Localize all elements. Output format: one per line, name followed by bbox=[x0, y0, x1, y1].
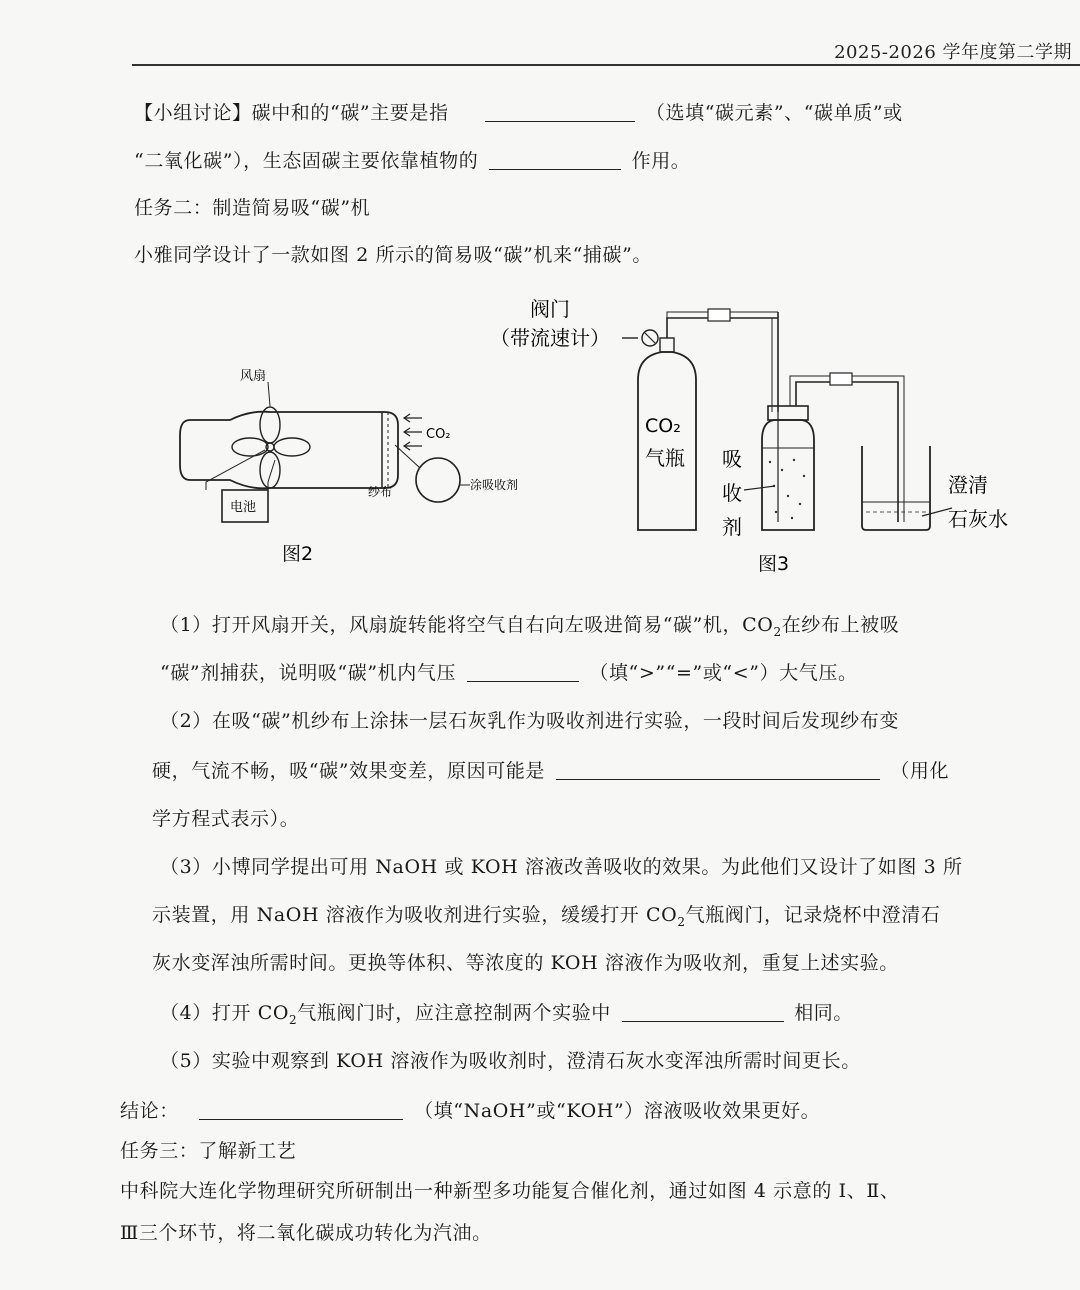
battery-label: 电池 bbox=[230, 500, 257, 515]
header-rule bbox=[132, 64, 1080, 66]
airflow-arrows bbox=[404, 414, 422, 450]
pipe-2 bbox=[796, 382, 898, 522]
beaker bbox=[862, 446, 930, 530]
co2-label: CO₂ bbox=[426, 427, 451, 442]
q3-line-1: （3）小博同学提出可用 NaOH 或 KOH 溶液改善吸收的效果。为此他们又设计了如图 3 所 bbox=[160, 856, 963, 878]
discussion-line-2 bbox=[134, 146, 690, 173]
q1-text-2a: “碳”剂捕获，说明吸“碳”机内气压 bbox=[160, 662, 457, 684]
q2-line-2 bbox=[152, 756, 949, 783]
q1-text-1: （1）打开风扇开关，风扇旋转能将空气自右向左吸进简易“碳”机，CO bbox=[160, 614, 774, 636]
q4-line bbox=[160, 998, 853, 1027]
answer-blank-equation[interactable] bbox=[556, 760, 880, 780]
fan-label: 风扇 bbox=[240, 369, 267, 384]
absorber-bubbles bbox=[769, 459, 805, 519]
absorber-bottle bbox=[762, 420, 814, 530]
answer-blank-fixation[interactable] bbox=[489, 150, 621, 170]
q3-text-2a: 示装置，用 NaOH 溶液作为吸收剂进行实验，缓缓打开 CO bbox=[152, 904, 678, 926]
conclusion-label: 结论： bbox=[120, 1100, 179, 1122]
gas-cylinder bbox=[638, 352, 696, 530]
discussion-line-1 bbox=[134, 98, 903, 125]
fan-label-pointer bbox=[268, 382, 270, 406]
limewater-label-2: 石灰水 bbox=[948, 507, 1008, 531]
page-header: 2025-2026 学年度第二学期 bbox=[834, 42, 1072, 63]
valve-icon-mark bbox=[645, 333, 655, 343]
q3-text-2b: 气瓶阀门，记录烧杯中澄清石 bbox=[685, 904, 941, 926]
answer-blank-pressure[interactable] bbox=[467, 662, 579, 682]
discussion-text-2a: “二氧化碳”），生态固碳主要依靠植物的 bbox=[134, 150, 479, 172]
absorbent-label-2: 收 bbox=[722, 481, 742, 505]
task2-intro: 小雅同学设计了一款如图 2 所示的简易吸“碳”机来“捕碳”。 bbox=[134, 244, 653, 266]
answer-blank-carbon[interactable] bbox=[485, 102, 635, 122]
q4-text-a: （4）打开 CO bbox=[160, 1002, 290, 1024]
conclusion-tail: （填“NaOH”或“KOH”）溶液吸收效果更好。 bbox=[414, 1100, 821, 1122]
conclusion-line bbox=[120, 1096, 820, 1123]
absorbent-label-1: 吸 bbox=[722, 447, 742, 471]
task2-title: 任务二：制造简易吸“碳”机 bbox=[134, 197, 371, 219]
q5-line: （5）实验中观察到 KOH 溶液作为吸收剂时，澄清石灰水变浑浊所需时间更长。 bbox=[160, 1050, 861, 1072]
q1-text-1-end: 在纱布上被吸 bbox=[781, 614, 900, 636]
battery-wire-2 bbox=[268, 460, 275, 490]
absorbent-label-3: 剂 bbox=[722, 515, 742, 539]
task3-title: 任务三：了解新工艺 bbox=[120, 1140, 297, 1162]
q1-line-1 bbox=[160, 610, 899, 639]
pipe-connector-1 bbox=[708, 309, 730, 321]
tube-body bbox=[180, 412, 398, 489]
q1-sub: 2 bbox=[773, 624, 782, 639]
figure-3-diagram bbox=[490, 290, 1035, 580]
q3-line-2 bbox=[152, 900, 940, 929]
discussion-text-1a: 【小组讨论】碳中和的“碳”主要是指 bbox=[134, 102, 449, 124]
pipe-connector-2 bbox=[830, 373, 852, 385]
q4-text-b: 气瓶阀门时，应注意控制两个实验中 bbox=[297, 1002, 611, 1024]
q3-line-3: 灰水变浑浊所需时间。更换等体积、等浓度的 KOH 溶液作为吸收剂，重复上述实验。 bbox=[152, 952, 899, 974]
q2-line-3: 学方程式表示）。 bbox=[152, 808, 300, 830]
q2-text-2a: 硬，气流不畅，吸“碳”效果变差，原因可能是 bbox=[152, 760, 546, 782]
figure-3-caption: 图3 bbox=[758, 553, 790, 575]
discussion-text-1b: （选填“碳元素”、“碳单质”或 bbox=[645, 102, 903, 124]
gauze-label: 纱布 bbox=[368, 485, 393, 499]
answer-blank-control[interactable] bbox=[622, 1002, 784, 1022]
task3-line-2: Ⅲ三个环节，将二氧化碳成功转化为汽油。 bbox=[120, 1222, 492, 1244]
stopper bbox=[768, 406, 808, 420]
absorbent-circle bbox=[416, 458, 460, 502]
absorbent-pointer bbox=[744, 486, 775, 490]
q1-line-2 bbox=[160, 658, 858, 685]
q1-text-2b: （填“>”“=”或“<”）大气压。 bbox=[589, 662, 858, 684]
q4-text-c: 相同。 bbox=[794, 1002, 853, 1024]
valve-label: 阀门 bbox=[530, 297, 570, 321]
q2-text-2b: （用化 bbox=[890, 760, 950, 782]
q3-sub: 2 bbox=[677, 914, 686, 929]
absorbent-label: 涂吸收剂 bbox=[470, 478, 519, 492]
q4-sub: 2 bbox=[289, 1012, 298, 1027]
cylinder-label-2: 气瓶 bbox=[645, 446, 685, 470]
cylinder-label-1: CO₂ bbox=[645, 415, 681, 437]
pipe-2-inner bbox=[790, 376, 904, 522]
task3-line-1: 中科院大连化学物理研究所研制出一种新型多功能复合催化剂，通过如图 4 示意的 Ⅰ、Ⅱ、 bbox=[120, 1180, 900, 1202]
figure-2-caption: 图2 bbox=[282, 543, 314, 565]
limewater-label-1: 澄清 bbox=[948, 473, 988, 497]
q2-line-1: （2）在吸“碳”机纱布上涂抹一层石灰乳作为吸收剂进行实验，一段时间后发现纱布变 bbox=[160, 710, 899, 732]
answer-blank-conclusion[interactable] bbox=[199, 1100, 403, 1120]
discussion-text-2b: 作用。 bbox=[631, 150, 691, 172]
flowmeter-label: （带流速计） bbox=[490, 326, 610, 350]
fan-icon bbox=[232, 407, 310, 488]
cylinder-neck bbox=[660, 338, 674, 352]
